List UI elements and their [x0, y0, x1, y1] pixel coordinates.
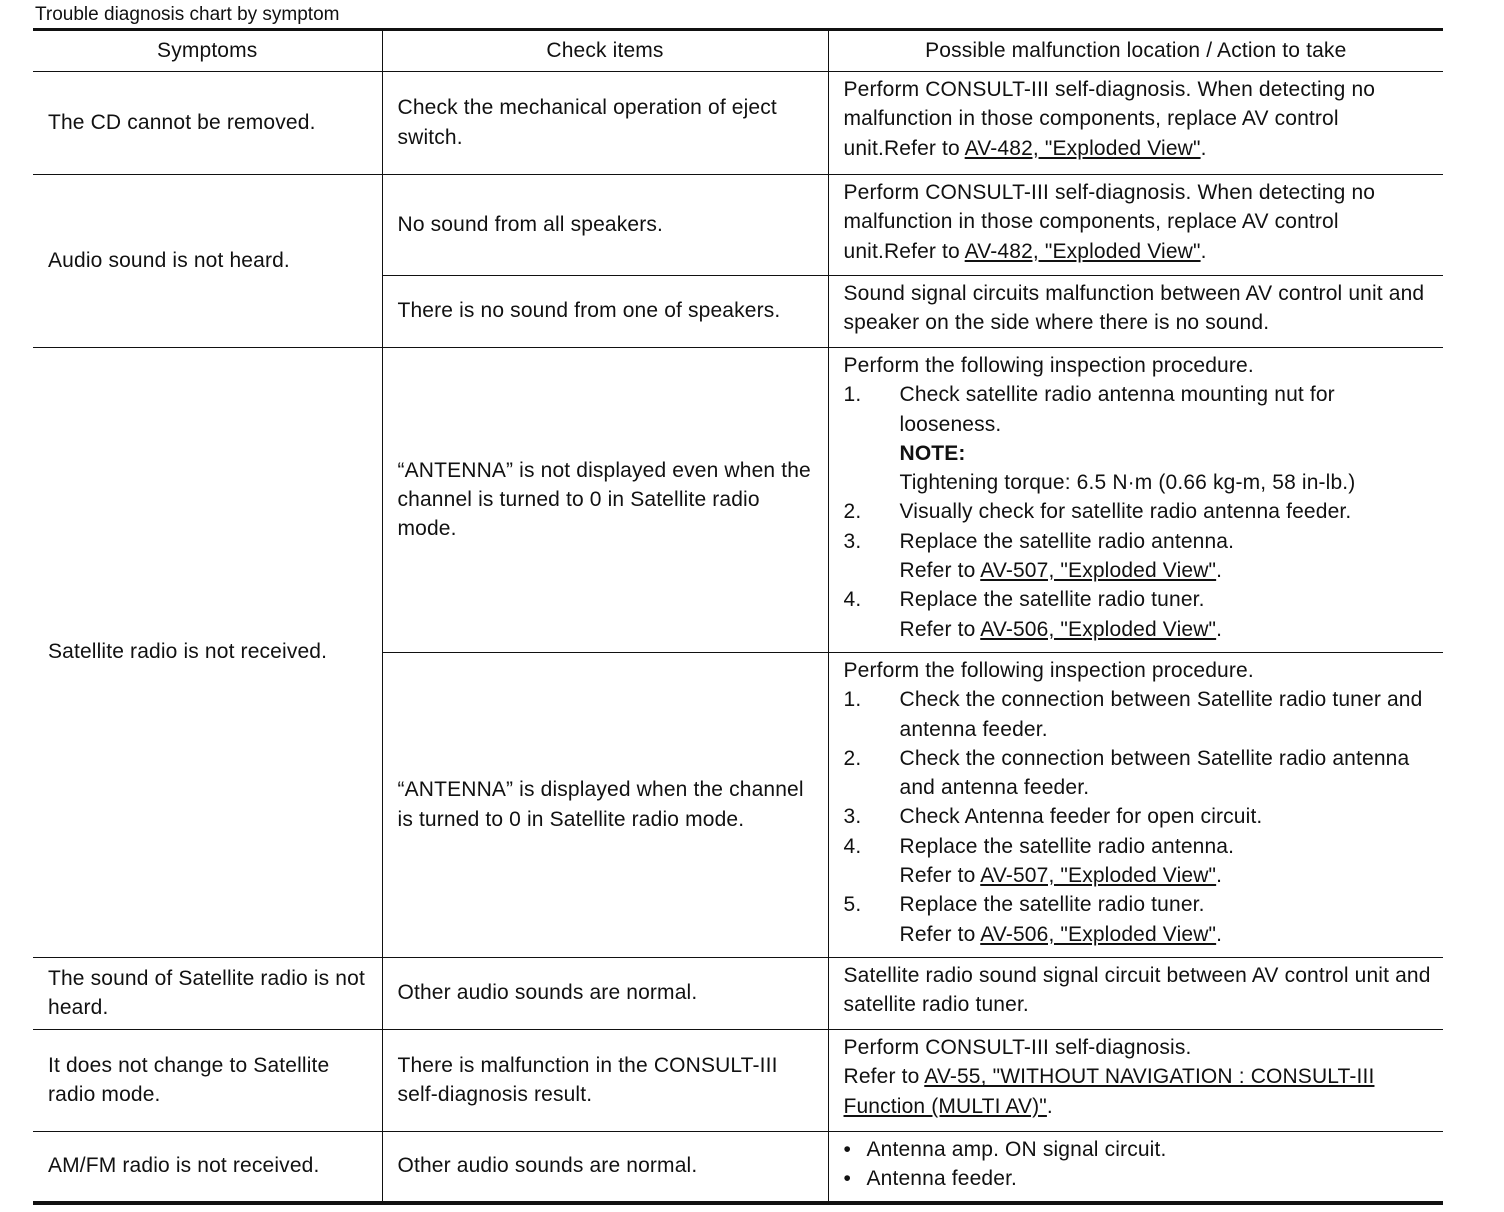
symptom-cell: AM/FM radio is not received. — [33, 1132, 382, 1203]
list-item: 3. Check Antenna feeder for open circuit. — [843, 805, 1263, 829]
check-cell: Other audio sounds are normal. — [382, 1132, 828, 1203]
list-item: • Antenna feeder. — [843, 1167, 1018, 1191]
check-cell: “ANTENNA” is displayed when the channel is turned to 0 in Satellite radio mode. — [382, 653, 828, 958]
procedure-steps — [844, 685, 1434, 949]
symptom-cell: The sound of Satellite radio is not heard. — [33, 958, 382, 1030]
symptom-cell: Audio sound is not heard. — [33, 175, 382, 348]
check-cell: Check the mechanical operation of eject switch. — [382, 72, 828, 175]
action-cell — [828, 1132, 1443, 1203]
symptom-cell: It does not change to Satellite radio mode. — [33, 1030, 382, 1132]
table-row — [33, 1030, 1443, 1132]
table-row — [33, 348, 1443, 653]
note-text: Tightening torque: 6.5 N·m (0.66 kg-m, 58 in-lb.) — [899, 471, 1356, 495]
chart-caption: Trouble diagnosis chart by symptom — [35, 4, 340, 25]
list-item: 2. Visually check for satellite radio antenna feeder. — [843, 500, 1352, 524]
action-cell — [828, 348, 1443, 653]
table-row — [33, 958, 1443, 1030]
table-row — [33, 72, 1443, 175]
list-item: 1. Check satellite radio antenna mounting nut for looseness. NOTE: Tightening torque: 6.5 N·m (0.66 kg-m, 58 in-lb.) — [844, 380, 1434, 497]
list-item: 5. Replace the satellite radio tuner. Refer to AV-506, "Exploded View". — [843, 893, 1223, 946]
header-symptoms: Symptoms — [33, 30, 382, 72]
ref-link[interactable]: AV-55, "WITHOUT NAVIGATION : CONSULT-III Function (MULTI AV)" — [843, 1065, 1375, 1118]
list-item: 1. Check the connection between Satellite radio tuner and antenna feeder. — [843, 688, 1423, 741]
list-item: 3. Replace the satellite radio antenna. Refer to AV-507, "Exploded View". — [843, 529, 1235, 583]
action-cell: Satellite radio sound signal circuit between AV control unit and satellite radio tuner. — [828, 958, 1443, 1030]
symptom-cell: The CD cannot be removed. — [33, 72, 382, 175]
note-label: NOTE: — [899, 441, 966, 465]
action-cell: Perform CONSULT-III self-diagnosis. When detecting no malfunction in those components, replace AV control unit.Refer to AV-482, "Exploded View". — [828, 72, 1443, 175]
header-action: Possible malfunction location / Action to take — [828, 30, 1443, 72]
table-row — [33, 175, 1443, 276]
procedure-intro: Perform the following inspection procedure. — [843, 659, 1254, 682]
list-item: 2. Check the connection between Satellite radio antenna and antenna feeder. — [843, 746, 1410, 800]
ref-link[interactable]: AV-506, "Exploded View" — [980, 617, 1217, 641]
procedure-intro: Perform the following inspection procedure. — [843, 354, 1254, 377]
check-cell: No sound from all speakers. — [382, 175, 828, 276]
header-check-items: Check items — [382, 30, 828, 72]
check-cell: There is no sound from one of speakers. — [382, 276, 828, 348]
action-cell: Perform CONSULT-III self-diagnosis. When detecting no malfunction in those components, replace AV control unit.Refer to AV-482, "Exploded View". — [828, 175, 1443, 276]
ref-link[interactable]: AV-506, "Exploded View" — [980, 922, 1217, 946]
ref-link[interactable]: AV-507, "Exploded View" — [980, 864, 1217, 888]
bullet-list — [844, 1135, 1434, 1194]
trouble-diagnosis-table — [33, 28, 1443, 1205]
check-cell: There is malfunction in the CONSULT-III self-diagnosis result. — [382, 1030, 828, 1132]
action-cell: Perform CONSULT-III self-diagnosis. Refer to AV-55, "WITHOUT NAVIGATION : CONSULT-III Function (MULTI AV)". — [828, 1030, 1443, 1132]
list-item: • Antenna amp. ON signal circuit. — [843, 1138, 1167, 1161]
header-row — [33, 30, 1443, 72]
ref-link[interactable]: AV-507, "Exploded View" — [980, 559, 1217, 583]
table-row — [33, 1132, 1443, 1203]
ref-link[interactable]: AV-482, "Exploded View" — [964, 239, 1201, 263]
procedure-steps — [844, 380, 1434, 644]
check-cell: “ANTENNA” is not displayed even when the channel is turned to 0 in Satellite radio mode. — [382, 348, 828, 653]
list-item: 4. Replace the satellite radio antenna. Refer to AV-507, "Exploded View". — [843, 834, 1235, 888]
symptom-cell: Satellite radio is not received. — [33, 348, 382, 958]
list-item: 4. Replace the satellite radio tuner. Refer to AV-506, "Exploded View". — [843, 588, 1223, 641]
check-cell: Other audio sounds are normal. — [382, 958, 828, 1030]
action-cell — [828, 653, 1443, 958]
ref-link[interactable]: AV-482, "Exploded View" — [964, 136, 1201, 160]
action-cell: Sound signal circuits malfunction between AV control unit and speaker on the side where there is no sound. — [828, 276, 1443, 348]
